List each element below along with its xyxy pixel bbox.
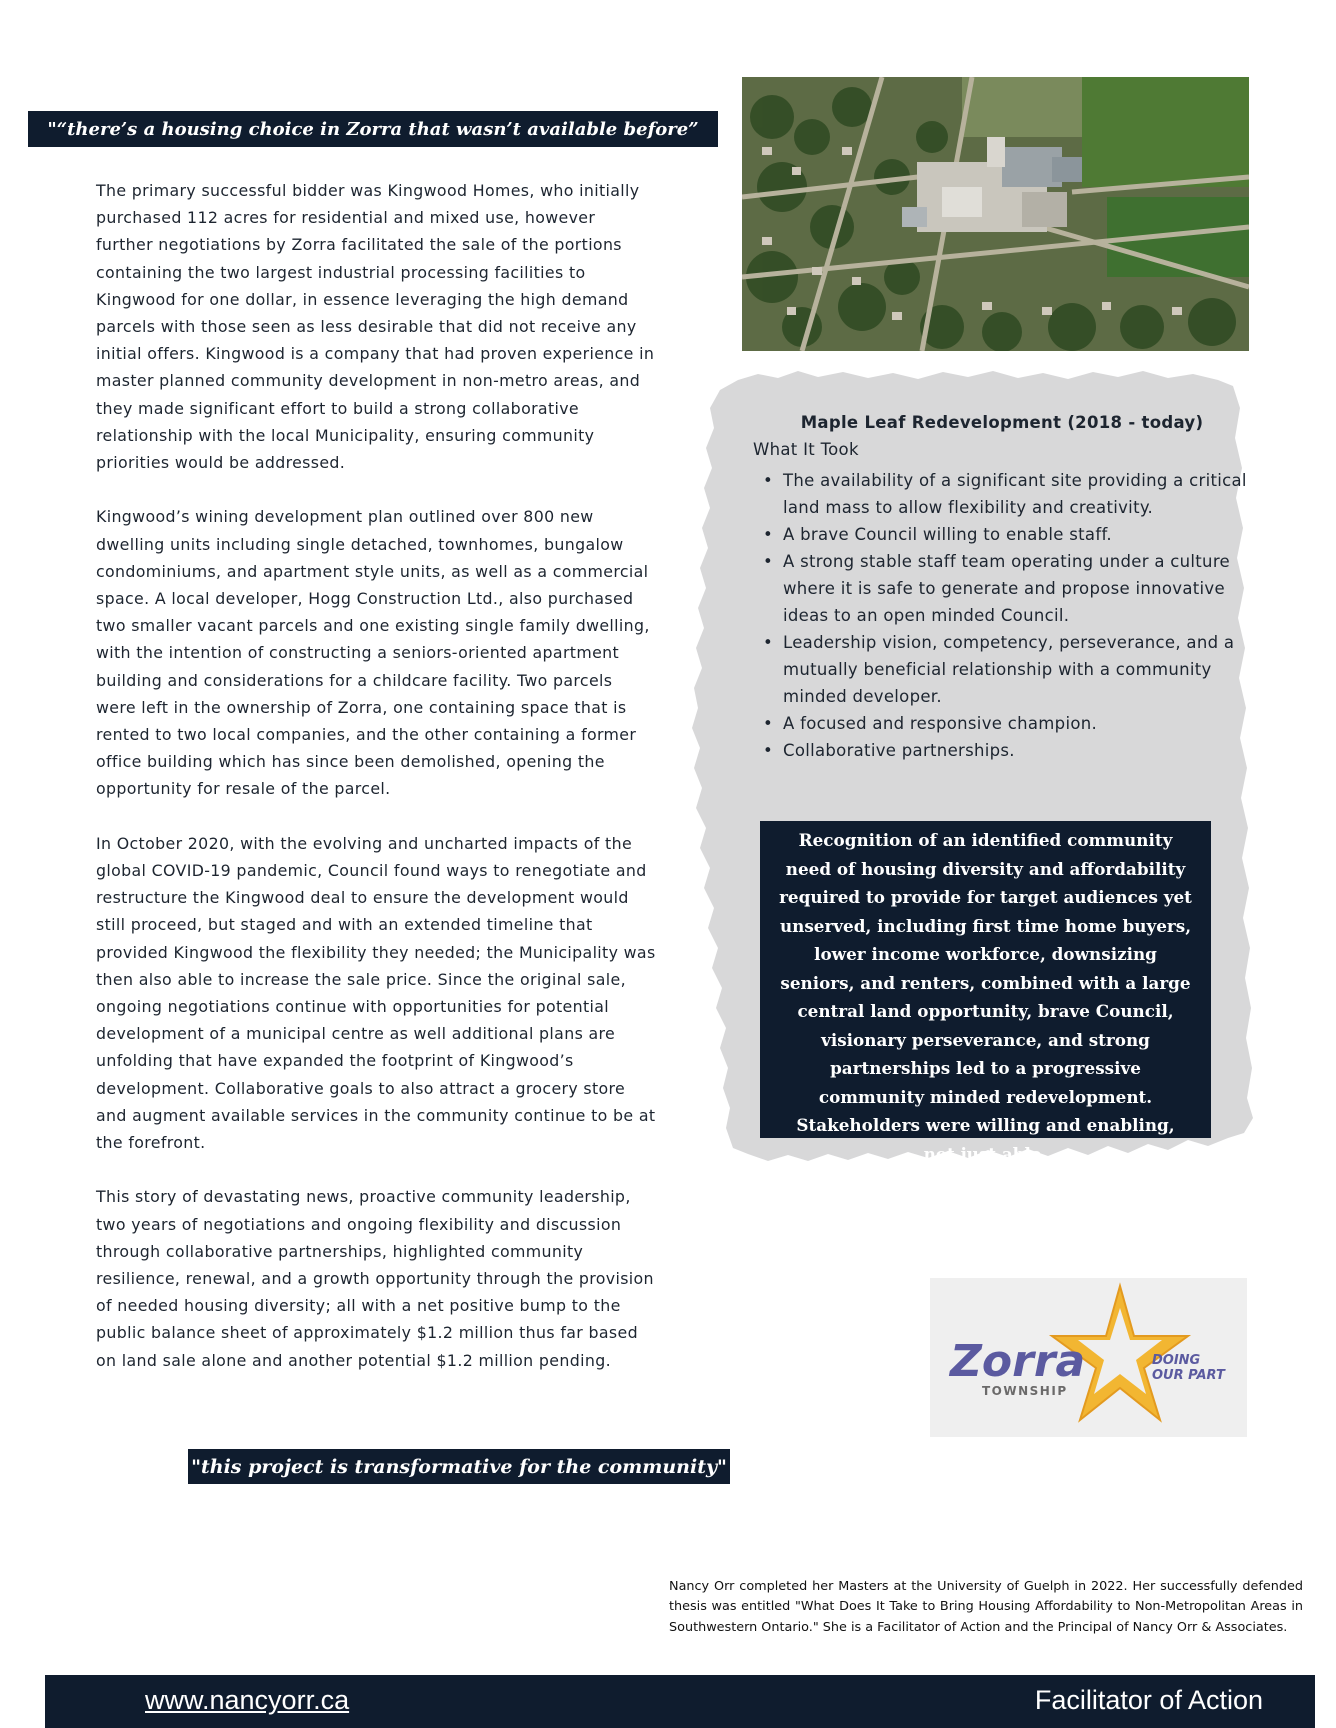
aerial-site-photo (742, 77, 1249, 351)
logo-slogan-2: OUR PART (1152, 1368, 1225, 1383)
list-item: • Collaborative partnerships. (783, 737, 1253, 764)
author-bio: Nancy Orr completed her Masters at the University of Guelph in 2022. Her successfully defended thesis was entitled "What Does It Take to Bring Housing Affordability to Non-Metropolitan Areas in Southwestern Ontario." She is a Facilitator of Action and the Principal of Nancy Orr & Associates. (669, 1579, 1303, 1635)
quote-top-text: "“there’s a housing choice in Zorra that wasn’t available before” (47, 118, 699, 140)
case-box-subtitle: What It Took (753, 440, 859, 459)
logo-slogan-1: DOING (1152, 1353, 1201, 1368)
quote-bottom-text: "this project is transformative for the community" (191, 1455, 727, 1478)
article-paragraph-4: This story of devastating news, proactive community leadership, two years of negotiations and ongoing flexibility and discussion through collaborative partnerships, highlighted community resilience, renewal, and a growth opportunity through the provision of needed housing diversity; all with a net positive bump to the public balance sheet of approximately $1.2 million thus far based on land sale alone and another potential $1.2 million pending. (96, 1187, 654, 1370)
article-paragraph-3: In October 2020, with the evolving and uncharted impacts of the global COVID-19 pandemic, Council found ways to renegotiate and restructure the Kingwood deal to ensure the development would still proceed, but staged and with an extended timeline that provided Kingwood the flexibility they needed; the Municipality was then also able to increase the sale price. Since the original sale, ongoing negotiations continue with opportunities for potential development of a municipal centre as well additional plans are unfolding that have expanded the footprint of Kingwood’s development. Collaborative goals to also attract a grocery store and augment available services in the community continue to be at the forefront. (96, 833, 656, 1153)
bullet-icon: • (763, 633, 774, 652)
list-item: • Leadership vision, competency, perseverance, and a mutually beneficial relationship with a community minded developer. (783, 629, 1253, 710)
list-item: • A focused and responsive champion. (783, 710, 1253, 737)
list-item: • A brave Council willing to enable staff. (783, 521, 1253, 548)
bullet-icon: • (763, 714, 774, 733)
website-link[interactable]: www.nancyorr.ca (145, 1685, 350, 1715)
article-paragraph-1: The primary successful bidder was Kingwood Homes, who initially purchased 112 acres for residential and mixed use, however further negotiations by Zorra facilitated the sale of the portions containing the two largest industrial processing facilities to Kingwood for one dollar, in essence leveraging the high demand parcels with those seen as less desirable that did not receive any initial offers. Kingwood is a company that had proven experience in master planned community development in non-metro areas, and they made significant effort to build a strong collaborative relationship with the local Municipality, ensuring community priorities would be addressed. (96, 181, 655, 473)
bullet-icon: • (763, 525, 774, 544)
bullet-icon: • (763, 471, 774, 490)
case-box-list (763, 467, 1253, 764)
logo-sub: TOWNSHIP (982, 1384, 1068, 1398)
bullet-icon: • (763, 552, 774, 571)
list-item: • A strong stable staff team operating under a culture where it is safe to generate and propose innovative ideas to an open minded Council. (783, 548, 1253, 629)
bullet-icon: • (763, 741, 774, 760)
zorra-township-logo (930, 1278, 1247, 1437)
footer-tagline: Facilitator of Action (1034, 1685, 1263, 1715)
recognition-callout: Recognition of an identified community need of housing diversity and affordability required to provide for target audiences yet unserved, including first time home buyers, lower income workforce, downsizing seniors, and renters, combined with a large central land opportunity, brave Council, visionary perseverance, and strong partnerships led to a progressive community minded redevelopment. Stakeholders were willing and enabling, not just able. (760, 821, 1211, 1138)
list-item: • The availability of a significant site providing a critical land mass to allow flexibility and creativity. (783, 467, 1253, 521)
zorra-logo-graphic (930, 1278, 1247, 1437)
article-body (96, 177, 656, 1401)
case-box-title: Maple Leaf Redevelopment (2018 - today) (800, 413, 1204, 432)
footer-bar (45, 1675, 1315, 1728)
quote-banner-bottom (188, 1449, 730, 1484)
logo-name: Zorra (950, 1336, 1086, 1387)
aerial-photo-graphic (742, 77, 1249, 351)
quote-banner-top (28, 111, 718, 147)
article-paragraph-2: Kingwood’s wining development plan outlined over 800 new dwelling units including single detached, townhomes, bungalow condominiums, and apartment style units, as well as a commercial space. A local developer, Hogg Construction Ltd., also purchased two smaller vacant parcels and one existing single family dwelling, with the intention of constructing a seniors-oriented apartment building and considerations for a childcare facility. Two parcels were left in the ownership of Zorra, one containing space that is rented to two local companies, and the other containing a former office building which has since been demolished, opening the opportunity for resale of the parcel. (96, 507, 650, 799)
